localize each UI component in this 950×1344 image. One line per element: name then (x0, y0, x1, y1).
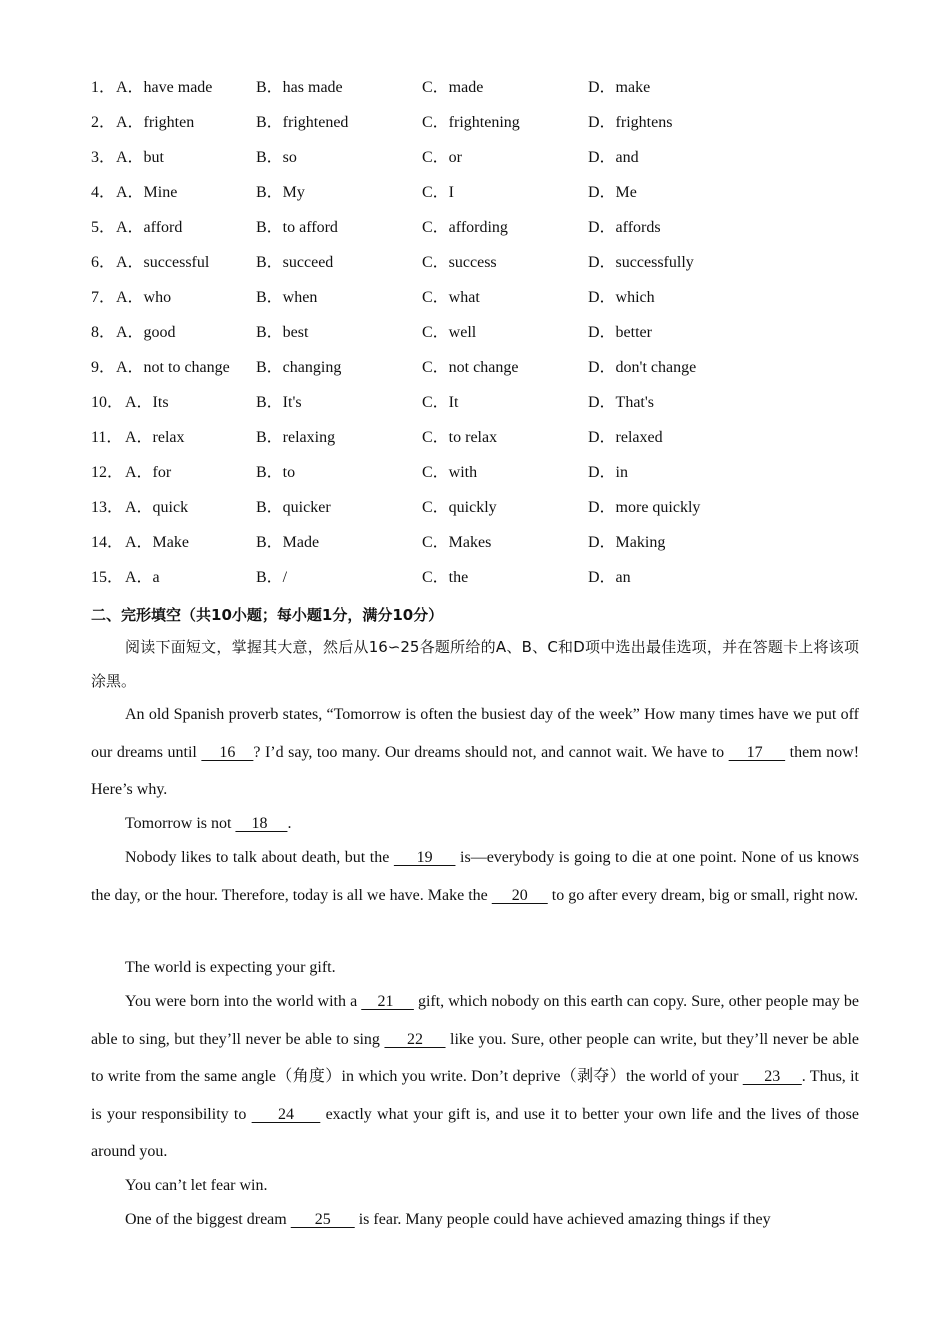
option-b: B．It's (256, 394, 302, 411)
option-d: D．don't change (588, 359, 697, 376)
blank-16: 16 (201, 743, 254, 761)
option-a: A．have made (116, 79, 213, 96)
option-a: A．but (116, 149, 165, 166)
option-c: C．I (422, 184, 455, 201)
section-instruction: 阅读下面短文，掌握其大意，然后从16∽25各题所给的A、B、C和D项中选出最佳选项，并在答题卡上将该项涂黑。 (91, 638, 859, 690)
option-a: A．relax (125, 429, 185, 446)
option-c: C．with (422, 464, 478, 481)
option-d: D．better (588, 324, 652, 341)
option-b: B．changing (256, 359, 342, 376)
section-heading: 二、完形填空（共10小题；每小题1分，满分10分） (91, 606, 444, 624)
blank-18: 18 (235, 815, 288, 832)
option-b: B．to afford (256, 219, 338, 236)
option-d: D．more quickly (588, 499, 701, 516)
question-number: 1． (91, 79, 116, 96)
passage-text: to go after every dream, big or small, right now. (547, 886, 859, 904)
option-d: D．frightens (588, 114, 673, 131)
passage-paragraph (91, 1201, 859, 1239)
option-d: D．successfully (588, 254, 694, 271)
option-b: B．when (256, 289, 318, 306)
option-a: A．for (125, 464, 172, 481)
passage-text: is fear. Many people could have achieved amazing things if they (354, 1211, 771, 1228)
question-number: 15． (91, 569, 124, 586)
option-b: B．relaxing (256, 429, 336, 446)
option-a: A．quick (125, 499, 189, 516)
option-b: B．My (256, 184, 305, 201)
option-b: B．to (256, 464, 296, 481)
question-number: 2． (91, 114, 116, 131)
option-a: A．Its (125, 394, 169, 411)
option-d: D．an (588, 569, 631, 586)
option-c: C．affording (422, 219, 508, 236)
option-a: A．good (116, 324, 176, 341)
option-a: A．a (125, 569, 160, 586)
option-b: B．best (256, 324, 309, 341)
passage-text: like you. Sure, other people can write, but they’ll never be able to write from the same angle（角度）in which you write. Don’t deprive（剥夺）the world of your (91, 1030, 860, 1085)
passage-text: is—everybody is going to die at one point. None of us knows the day, or the hour. Therefore, today is all we have. Make the (91, 849, 860, 904)
passage-text: exactly what your gift is, and use it to better your own life and the lives of those around you. (91, 1105, 860, 1160)
option-d: D．Me (588, 184, 637, 201)
question-number: 12． (91, 464, 124, 481)
question-number: 9． (91, 359, 116, 376)
option-a: A．not to change (116, 359, 230, 376)
option-b: B．has made (256, 79, 343, 96)
question-number: 14． (91, 534, 124, 551)
option-c: C．It (422, 394, 459, 411)
question-number: 10． (91, 394, 124, 411)
option-c: C．not change (422, 359, 519, 376)
option-c: C．well (422, 324, 477, 341)
passage-text: gift, which nobody on this earth can copy. Sure, other people may be able to sing, but they’ll never be able to sing (91, 993, 859, 1048)
question-number: 6． (91, 254, 116, 271)
option-d: D．in (588, 464, 629, 481)
option-c: C．Makes (422, 534, 492, 551)
option-b: B．quicker (256, 499, 331, 516)
option-c: C．success (422, 254, 497, 271)
option-c: C．the (422, 569, 469, 586)
blank-23: 23 (742, 1068, 802, 1085)
question-number: 7． (91, 289, 116, 306)
option-b: B．succeed (256, 254, 334, 271)
option-d: D．and (588, 149, 639, 166)
option-d: D．make (588, 79, 651, 96)
option-a: A．frighten (116, 114, 195, 131)
option-d: D．affords (588, 219, 661, 236)
passage-text: . (287, 815, 292, 832)
question-number: 4． (91, 184, 116, 201)
option-a: A．successful (116, 254, 210, 271)
passage-text: them now! Here’s why. (91, 743, 860, 798)
blank-24: 24 (251, 1105, 321, 1123)
passage-text: Nobody likes to talk about death, but the (125, 849, 394, 866)
blank-25: 25 (290, 1211, 355, 1228)
option-b: B．/ (256, 569, 288, 586)
option-c: C．frightening (422, 114, 520, 131)
option-a: A．Mine (116, 184, 178, 201)
option-a: A．Make (125, 534, 189, 551)
passage-text: Tomorrow is not (125, 815, 236, 832)
option-a: A．who (116, 289, 172, 306)
option-b: B．so (256, 149, 297, 166)
option-c: C．quickly (422, 499, 497, 516)
question-number: 5． (91, 219, 116, 236)
passage-text: You were born into the world with a (125, 993, 362, 1010)
option-c: C．to relax (422, 429, 498, 446)
question-number: 8． (91, 324, 116, 341)
passage-paragraph: The world is expecting your gift. (125, 959, 336, 976)
passage-text: ? I’d say, too many. Our dreams should not, and cannot wait. We have to (253, 743, 729, 761)
blank-21: 21 (361, 993, 414, 1010)
option-d: D．That's (588, 394, 654, 411)
passage-paragraph (91, 805, 859, 843)
blank-22: 22 (384, 1030, 446, 1048)
option-d: D．relaxed (588, 429, 663, 446)
passage-paragraph: You can’t let fear win. (125, 1177, 268, 1194)
question-number: 11． (91, 429, 123, 446)
option-d: D．which (588, 289, 655, 306)
blank-19: 19 (393, 849, 456, 866)
passage-text: An old Spanish proverb states, “Tomorrow is often the busiest day of the week” How many times have we put off our dreams until (91, 706, 859, 761)
question-number: 13． (91, 499, 124, 516)
option-b: B．Made (256, 534, 320, 551)
question-number: 3． (91, 149, 116, 166)
passage-text: . Thus, it is your responsibility to (91, 1068, 860, 1123)
blank-17: 17 (728, 743, 786, 761)
passage-text: One of the biggest dream (125, 1211, 291, 1228)
option-c: C．or (422, 149, 463, 166)
option-c: C．made (422, 79, 484, 96)
option-a: A．afford (116, 219, 183, 236)
option-b: B．frightened (256, 114, 349, 131)
option-c: C．what (422, 289, 480, 306)
option-d: D．Making (588, 534, 666, 551)
blank-20: 20 (491, 886, 548, 904)
passage-paragraph (91, 696, 859, 809)
passage-paragraph (91, 983, 859, 1171)
passage-paragraph (91, 839, 859, 914)
